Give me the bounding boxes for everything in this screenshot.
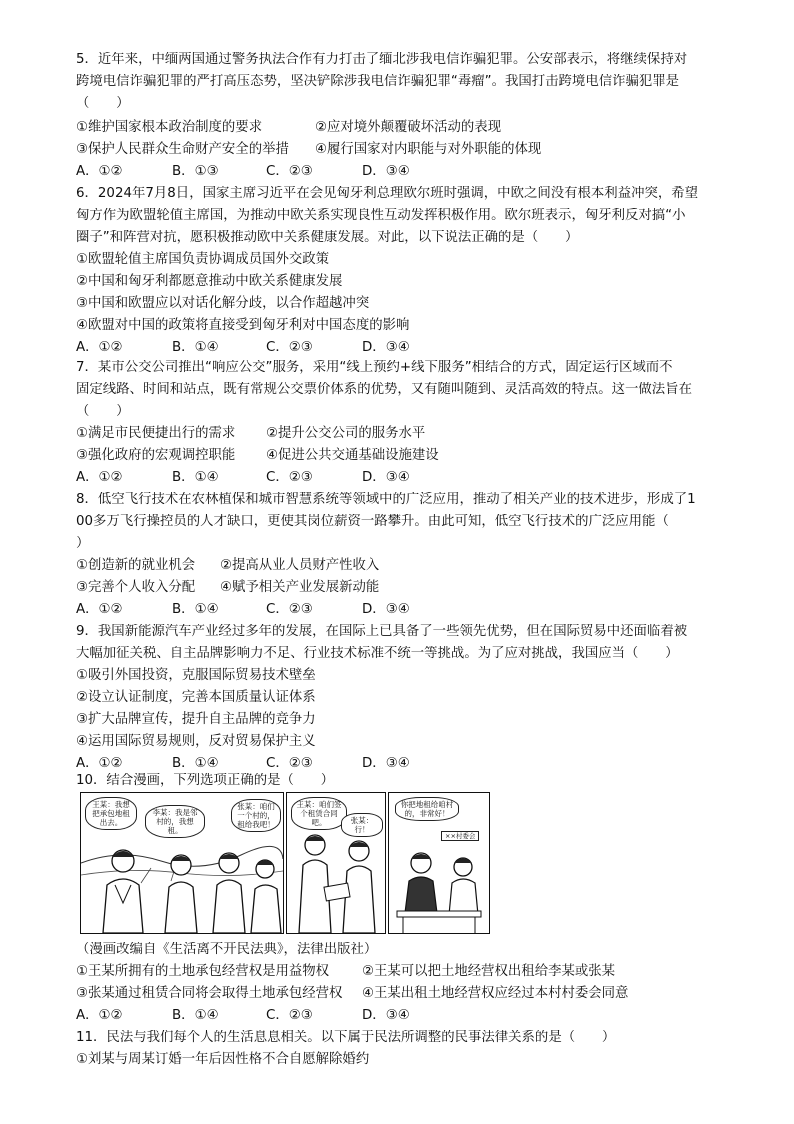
q10-option-c[interactable]: C．②③ <box>266 1008 313 1023</box>
q6-option-b[interactable]: B．①④ <box>172 340 219 355</box>
q8-item-1: ①创造新的就业机会 <box>76 558 196 573</box>
q8-item-2: ②提高从业人员财产性收入 <box>220 558 380 573</box>
q5-item-2: ②应对境外颠覆破坏活动的表现 <box>315 120 502 135</box>
q9-stem-line2: 大幅加征关税、自主品牌影响力不足、行业技术标准不统一等挑战。为了应对挑战，我国应当（ ） <box>76 646 679 661</box>
q7-option-a[interactable]: A．①② <box>76 470 123 485</box>
q11-item-1: ①刘某与周某订婚一年后因性格不合自愿解除婚约 <box>76 1052 370 1067</box>
q6-option-a[interactable]: A．①② <box>76 340 123 355</box>
q7-item-4: ④促进公共交通基础设施建设 <box>266 448 439 463</box>
comic-bubble-2: 李某：我是邻村的，我想租。 <box>145 805 205 838</box>
q5-item-4: ④履行国家对内职能与对外职能的体现 <box>315 142 542 157</box>
comic-panel-1 <box>80 792 284 934</box>
comic-bubble-5: 张某：行！ <box>341 813 383 837</box>
comic-panel-3 <box>388 792 490 934</box>
q9-item-1: ①吸引外国投资，克服国际贸易技术壁垒 <box>76 668 316 683</box>
village-committee-sign: ××村委会 <box>441 831 479 841</box>
q5-option-d[interactable]: D．③④ <box>362 164 410 179</box>
q7-item-1: ①满足市民便捷出行的需求 <box>76 426 236 441</box>
q5-option-a[interactable]: A．①② <box>76 164 123 179</box>
q7-option-d[interactable]: D．③④ <box>362 470 410 485</box>
q6-stem-line3: 圈子”和阵营对抗，愿积极推动欧中关系健康发展。对此，以下说法正确的是（ ） <box>76 230 579 245</box>
q10-item-1: ①王某所拥有的土地承包经营权是用益物权 <box>76 964 330 979</box>
q5-option-b[interactable]: B．①③ <box>172 164 219 179</box>
q6-option-c[interactable]: C．②③ <box>266 340 313 355</box>
q6-stem-line1: 6．2024年7月8日，国家主席习近平在会见匈牙利总理欧尔班时强调，中欧之间没有根本利益冲突，希望 <box>76 186 699 201</box>
q10-option-d[interactable]: D．③④ <box>362 1008 410 1023</box>
q5-stem-line3: （ ） <box>76 96 130 111</box>
q8-stem-line2: 00多万飞行操控员的人才缺口，更使其岗位薪资一路攀升。由此可知，低空飞行技术的广泛应用能（ <box>76 514 669 529</box>
q10-stem: 10．结合漫画，下列选项正确的是（ ） <box>76 773 335 788</box>
comic-bubble-6: 你把地租给咱村的，非常好！ <box>395 797 459 821</box>
q5-stem-line1: 5．近年来，中缅两国通过警务执法合作有力打击了缅北涉我电信诈骗犯罪。公安部表示，将继续保持对 <box>76 52 688 67</box>
q9-item-3: ③扩大品牌宣传，提升自主品牌的竞争力 <box>76 712 316 727</box>
q9-stem-line1: 9．我国新能源汽车产业经过多年的发展，在国际上已具备了一些领先优势，但在国际贸易中还面临着被 <box>76 624 688 639</box>
q6-item-3: ③中国和欧盟应以对话化解分歧，以合作超越冲突 <box>76 296 370 311</box>
q8-option-d[interactable]: D．③④ <box>362 602 410 617</box>
q5-option-c[interactable]: C．②③ <box>266 164 313 179</box>
q8-option-a[interactable]: A．①② <box>76 602 123 617</box>
q7-stem-line1: 7．某市公交公司推出“响应公交”服务，采用“线上预约+线下服务”相结合的方式，固定运行区域而不 <box>76 360 673 375</box>
q9-item-4: ④运用国际贸易规则，反对贸易保护主义 <box>76 734 316 749</box>
q5-stem-line2: 跨境电信诈骗犯罪的严打高压态势，坚决铲除涉我电信诈骗犯罪“毒瘤”。我国打击跨境电信诈骗犯罪是 <box>76 74 680 89</box>
q5-item-1: ①维护国家根本政治制度的要求 <box>76 120 263 135</box>
q6-item-1: ①欧盟轮值主席国负责协调成员国外交政策 <box>76 252 330 267</box>
q9-option-c[interactable]: C．②③ <box>266 756 313 771</box>
comic-panel-2 <box>286 792 386 934</box>
q7-item-3: ③强化政府的宏观调控职能 <box>76 448 236 463</box>
q9-option-a[interactable]: A．①② <box>76 756 123 771</box>
q8-option-c[interactable]: C．②③ <box>266 602 313 617</box>
q6-stem-line2: 匈方作为欧盟轮值主席国，为推动中欧关系实现良性互动发挥积极作用。欧尔班表示，匈牙利反对搞“小 <box>76 208 686 223</box>
q6-item-2: ②中国和匈牙利都愿意推动中欧关系健康发展 <box>76 274 343 289</box>
q10-item-4: ④王某出租土地经营权应经过本村村委会同意 <box>362 986 629 1001</box>
q6-item-4: ④欧盟对中国的政策将直接受到匈牙利对中国态度的影响 <box>76 318 410 333</box>
comic-bubble-3: 张某：咱们一个村的，租给我吧！ <box>231 799 281 832</box>
q9-item-2: ②设立认证制度，完善本国质量认证体系 <box>76 690 316 705</box>
comic-strip <box>80 792 490 934</box>
comic-bubble-4: 王某：咱们签个租赁合同吧。 <box>291 797 347 830</box>
q10-item-3: ③张某通过租赁合同将会取得土地承包经营权 <box>76 986 343 1001</box>
q11-stem: 11．民法与我们每个人的生活息息相关。以下属于民法所调整的民事法律关系的是（ ） <box>76 1030 616 1045</box>
q9-option-d[interactable]: D．③④ <box>362 756 410 771</box>
q8-stem-line1: 8．低空飞行技术在农林植保和城市智慧系统等领域中的广泛应用，推动了相关产业的技术进步，形成了1 <box>76 492 696 507</box>
q10-option-b[interactable]: B．①④ <box>172 1008 219 1023</box>
comic-bubble-1: 王某：我想把承包地租出去。 <box>85 797 137 830</box>
q7-option-c[interactable]: C．②③ <box>266 470 313 485</box>
q5-item-3: ③保护人民群众生命财产安全的举措 <box>76 142 289 157</box>
q8-item-4: ④赋予相关产业发展新动能 <box>220 580 380 595</box>
q10-comic-caption: （漫画改编自《生活离不开民法典》，法律出版社） <box>76 942 378 957</box>
q7-option-b[interactable]: B．①④ <box>172 470 219 485</box>
q8-option-b[interactable]: B．①④ <box>172 602 219 617</box>
q8-item-3: ③完善个人收入分配 <box>76 580 196 595</box>
q6-option-d[interactable]: D．③④ <box>362 340 410 355</box>
q7-stem-line3: （ ） <box>76 404 130 419</box>
q8-stem-line3: ） <box>76 536 90 551</box>
q7-stem-line2: 固定线路、时间和站点，既有常规公交票价体系的优势，又有随叫随到、灵活高效的特点。这一做法旨在 <box>76 382 692 397</box>
q10-item-2: ②王某可以把土地经营权出租给李某或张某 <box>362 964 616 979</box>
q9-option-b[interactable]: B．①④ <box>172 756 219 771</box>
q7-item-2: ②提升公交公司的服务水平 <box>266 426 426 441</box>
q10-option-a[interactable]: A．①② <box>76 1008 123 1023</box>
